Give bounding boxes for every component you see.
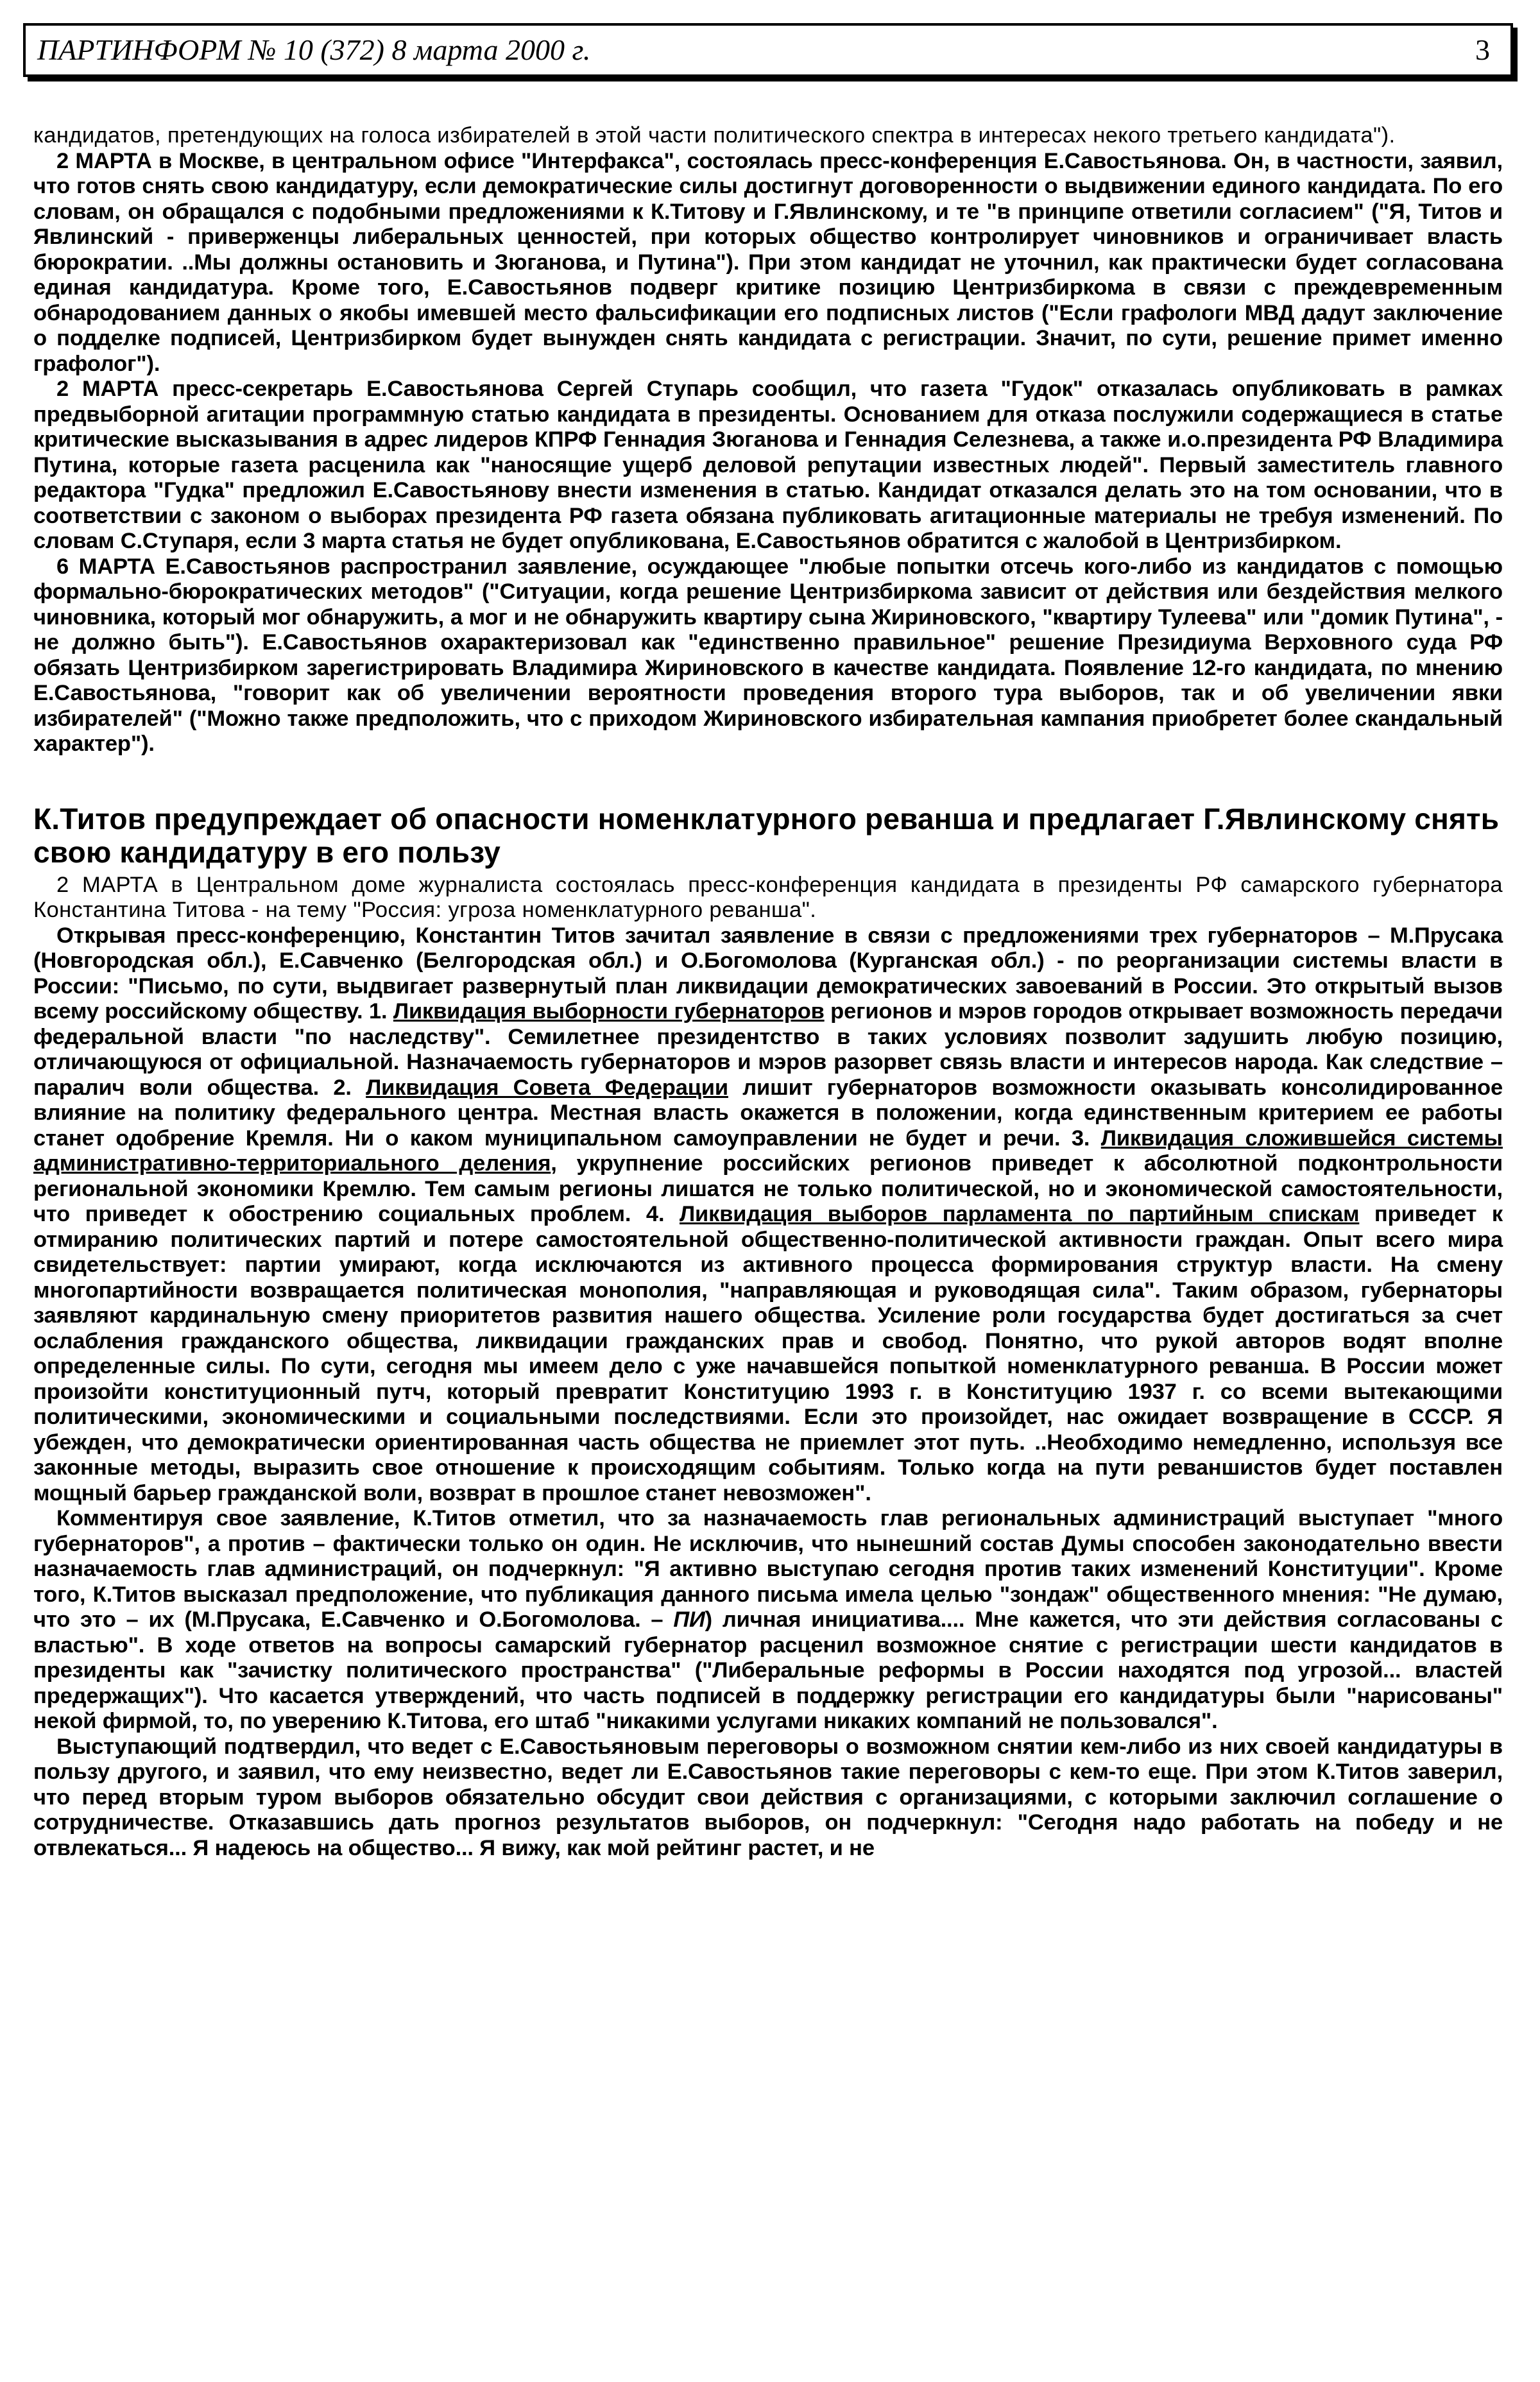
article-title: К.Титов предупреждает об опасности номенклатурного реванша и предлагает Г.Явлинскому снять свою кандидатуру в его пользу [33,801,1500,869]
news-item-gudok-refusal: 2 МАРТА пресс-секретарь Е.Савостьянова Сергей Ступарь сообщил, что газета "Гудок" отказалась опубликовать в рамках предвыборной агитации программную статью кандидата в президенты. Основанием для отказа послужили содержащиеся в статье критические высказывания в адрес лидеров КПРФ Геннадия Зюганова и Геннадия Селезнева, а также и.о.президента РФ Владимира Путина, которые газета расценила как "наносящие ущерб деловой репутации известных людей". Первый заместитель главного редактора "Гудка" предложил Е.Савостьянову внести изменения в статью. Кандидат отказался делать это на том основании, что в соответствии с законом о выборах президента РФ газета обязана публиковать агитационные материалы не требуя изменений. По словам С.Ступаря, если 3 марта статья не будет опубликована, Е.Савостьянов обратится с жалобой в Центризбирком. [33,377,1503,553]
text-run: лишит губернаторов возможности оказывать консолидированное влияние на политику федерального центра. Местная власть окажется в положении, когда единственным критерием ее работы станет одобрение Кремля. Ни о каком муниципальном самоуправлении не будет и речи. 3. [33,1075,1503,1151]
page-header [23,23,1513,77]
article-body [33,123,1503,1861]
continued-paragraph: кандидатов, претендующих на голоса избирателей в этой части политического спектра в интересах некого третьего кандидата"). [33,123,1396,148]
news-item-savostyanov-statement: 6 МАРТА Е.Савостьянов распространил заявление, осуждающее "любые попытки отсечь кого-либо из кандидатов с помощью формально-бюрократических методов" ("Ситуации, когда решение Центризбиркома зависит от действия или бездействия мелкого чиновника, который мог обнаружить, а мог и не обнаружить квартиру сына Жириновского, "квартиру Тулеева" или "домик Путина", - не должно быть"). Е.Савостьянов охарактеризовал как "единственно правильное" решение Президиума Верховного суда РФ обязать Центризбирком зарегистрировать Владимира Жириновского в качестве кандидата. Появление 12-го кандидата, по мнению Е.Савостьянова, "говорит как об увеличении вероятности проведения второго тура выборов, так и об увеличении явки избирателей" ("Можно также предположить, что с приходом Жириновского избирательная кампания приобретет более скандальный характер"). [33,554,1503,756]
text-run: ) личная инициатива.... Мне кажется, что эти действия согласованы с властью". В ходе ответов на вопросы самарский губернатор расценил возможное снятие с регистрации шести кандидатов в президенты как "зачистку политического пространства" ("Либеральные реформы в России находятся под угрозой... властей предержащих"). Что касается утверждений, что часть подписей в поддержку регистрации его кандидатуры были "нарисованы" некой фирмой, то, по уверению К.Титова, его штаб "никакими услугами никаких компаний не пользовался". [33,1607,1503,1733]
news-item-savostyanov-press-conference: 2 МАРТА в Москве, в центральном офисе "Интерфакса", состоялась пресс-конференция Е.Савостьянова. Он, в частности, заявил, что готов снять свою кандидатуру, если демократические силы достигнут договоренности о выдвижении единого кандидата. По его словам, он обращался с подобными предложениями к К.Титову и Г.Явлинскому, и те "в принципе ответили согласием" ("Я, Титов и Явлинский - приверженцы либеральных ценностей, при которых общество контролирует чиновников и ограничивает власть бюрократии. ..Мы должны остановить и Зюганова, и Путина"). При этом кандидат не уточнил, как практически будет согласована единая кандидатура. Кроме того, Е.Савостьянов подверг критике позицию Центризбиркома в связи с преждевременным обнародованием данных о якобы имевшей место фальсификации его подписных листов ("Если графологи МВД дадут заключение о подделке подписей, Центризбирком будет вынужден снять кандидата с регистрации. Значит, по сути, решение примет именно графолог"). [33,148,1503,376]
article-paragraph-negotiations: Выступающий подтвердил, что ведет с Е.Савостьяновым переговоры о возможном снятии кем-либо из них своей кандидатуры в пользу другого, и заявил, что ему неизвестно, ведет ли Е.Савостьянов такие переговоры с кем-то еще. При этом К.Титов заверил, что перед вторым туром выборов обязательно обсудит свои действия с организациями, с которыми заключил соглашение о сотрудничестве. Отказавшись дать прогноз результатов выборов, он подчеркнул: "Сегодня надо работать на победу и не отвлекаться... Я надеюсь на общество... Я вижу, как мой рейтинг растет, и не [33,1734,1503,1860]
article-paragraph-comments [33,1506,1503,1735]
text-run: Комментируя свое заявление, К.Титов отметил, что за назначаемость глав региональных администраций выступает "много губернаторов", а против – фактически только он один. Не исключив, что нынешний состав Думы способен законодательно ввести назначаемость глав администраций, он подчеркнул: "Я активно выступаю сегодня против таких изменений Конституции". Кроме того, К.Титов высказал предположение, что публикация данного письма имела целью "зондаж" общественного мнения: "Не думаю, что это – их (М.Прусака, Е.Савченко и О.Богомолова. – [33,1506,1503,1632]
text-run: приведет к отмиранию политических партий и потере самостоятельной общественно-политической активности граждан. Опыт всего мира свидетельствует: партии умирают, когда исключаются из активного процесса формирования структур власти. На смену многопартийности возвращается политическая монополия, "направляющая и руководящая сила". Таким образом, губернаторы заявляют кардинальную смену приоритетов развития нашего общества. Усиление роли государства будет достигаться за счет ослабления гражданского общества, ликвидации гражданских прав и свобод. Понятно, что рукой авторов водят вполне определенные силы. По сути, сегодня мы имеем дело с уже начавшейся попыткой номенклатурного реванша. В России может произойти конституционный путч, который превратит Конституцию 1993 г. в Конституцию 1937 г. со всеми вытекающими политическими, экономическими и социальными последствиями. Если это произойдет, нас ожидает возвращение в СССР. Я убежден, что демократически ориентированная часть общества не приемлет этот путь. ..Необходимо немедленно, используя все законные методы, выразить свое отношение к происходящим событиям. Только когда на пути реваншистов будет поставлен мощный барьер гражданской воли, возврат в прошлое станет невозможен". [33,1202,1503,1505]
underlined-point-4: Ликвидация выборов парламента по партийным спискам [679,1202,1360,1226]
editor-note-pi: ПИ [673,1607,705,1632]
underlined-point-3: Ликвидация сложившейся системы административно-территориального деления [33,1126,1503,1176]
article-lead: 2 МАРТА в Центральном доме журналиста состоялась пресс-конференция кандидата в президенты РФ самарского губернатора Константина Титова - на тему "Россия: угроза номенклатурного реванша". [33,872,1503,922]
text-run: регионов и мэров городов открывает возможность передачи федеральной власти "по наследству". Семилетнее президентство в таких условиях позволит задушить любую позицию, отличающуюся от официальной. Назначаемость губернаторов и мэров разорвет связь власти и интересов народа. Как следствие – паралич воли общества. 2. [33,999,1503,1100]
underlined-point-2: Ликвидация Совета Федерации [366,1075,728,1100]
text-run: , укрупнение российских регионов приведет к абсолютной подконтрольности региональной экономики Кремлю. Тем самым регионы лишатся не только политической, но и экономической самостоятельности, что приведет к обострению социальных проблем. 4. [33,1151,1503,1226]
underlined-point-1: Ликвидация выборности губернаторов [393,999,825,1024]
article-paragraph-statement [33,923,1503,1507]
page-number: 3 [1475,33,1490,66]
text-run: Открывая пресс-конференцию, Константин Титов зачитал заявление в связи с предложениями трех губернаторов – М.Прусака (Новгородская обл.), Е.Савченко (Белгородская обл.) и О.Богомолова (Курганская обл.) - по реорганизации системы власти в России: "Письмо, по сути, выдвигает развернутый план ликвидации демократических завоеваний в России. Это открытый вызов всему российскому обществу. 1. [33,923,1503,1024]
publication-title: ПАРТИНФОРМ № 10 (372) 8 марта 2000 г. [37,33,591,66]
